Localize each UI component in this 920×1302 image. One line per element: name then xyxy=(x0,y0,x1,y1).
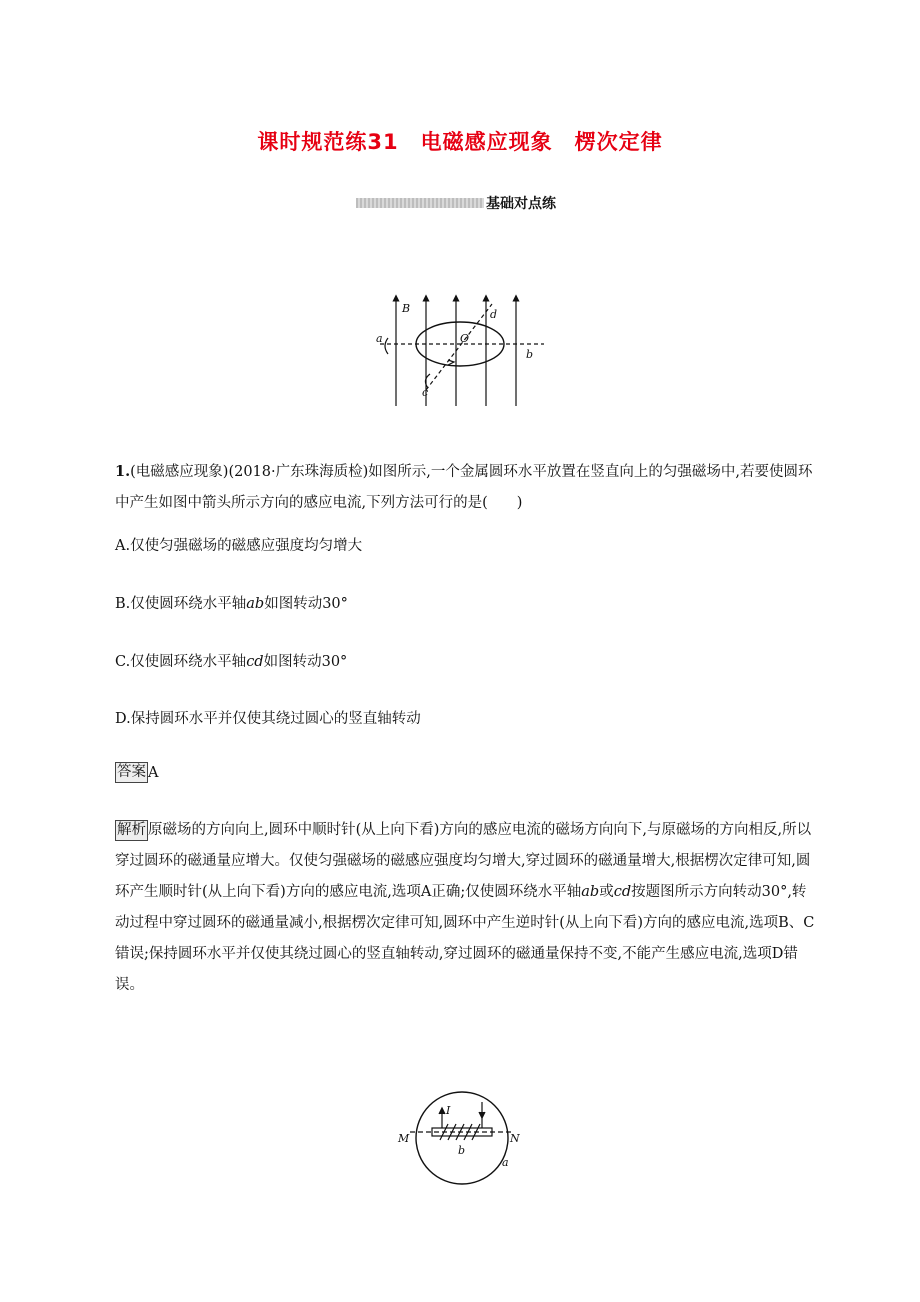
label-B: B xyxy=(402,302,411,315)
option-a: A.仅使匀强磁场的磁感应强度均匀增大 xyxy=(115,538,363,554)
label-N: N xyxy=(510,1132,520,1145)
option-d: D.保持圆环水平并仅使其绕过圆心的竖直轴转动 xyxy=(115,711,421,727)
label-b: b xyxy=(526,348,534,361)
section-bar xyxy=(356,198,484,208)
analysis-block: 解析 原磁场的方向向上,圆环中顺时针(从上向下看)方向的感应电流的磁场方向向下,与原磁场的方向相反,所以穿过圆环的磁通量应增大。仅使匀强磁场的磁感应强度均匀增大,穿过圆环的磁通量增大,根据楞次定律可知,圆环产生顺时针(从上向下看)方向的感应电流,选项A正确;仅使圆环绕水平轴ab或cd按题图所示方向转动30°,转动过程中穿过圆环的磁通量减小,根据楞次定律可知,圆环中产生逆时针(从上向下看)方向的感应电流,选项B、C错误;保持圆环水平并仅使其绕过圆心的竖直轴转动,穿过圆环的磁通量保持不变,不能产生感应电流,选项D错误。 xyxy=(115,822,815,993)
question-text: (电磁感应现象)(2018·广东珠海质检)如图所示,一个金属圆环水平放置在竖直向上的匀强磁场中,若要使圆环中产生如图中箭头所示方向的感应电流,下列方法可行的是( ) xyxy=(115,464,813,511)
label-a: a xyxy=(376,332,383,345)
figure-ring-in-field xyxy=(368,294,552,410)
option-c: C.仅使圆环绕水平轴cd如图转动30° xyxy=(115,654,348,670)
answer-tag: 答案 xyxy=(115,762,148,783)
label-a2: a xyxy=(502,1156,509,1169)
label-M: M xyxy=(398,1132,410,1145)
section-header xyxy=(356,194,556,212)
axis-cd xyxy=(426,304,492,390)
arrow-down xyxy=(479,1112,485,1118)
label-d: d xyxy=(490,308,498,321)
outer-ring xyxy=(416,1092,508,1184)
label-b2: b xyxy=(458,1144,466,1157)
label-O: O xyxy=(460,332,470,345)
analysis-tag: 解析 xyxy=(115,820,148,841)
rotation-arrow-a xyxy=(385,338,388,354)
answer-line xyxy=(115,762,158,783)
option-b: B.仅使圆环绕水平轴ab如图转动30° xyxy=(115,596,348,612)
current-arrow xyxy=(448,360,454,365)
section-label: 基础对点练 xyxy=(486,196,556,212)
question-1 xyxy=(115,456,815,519)
arrow-up xyxy=(439,1108,445,1114)
answer-value: A xyxy=(148,764,159,781)
label-c: c xyxy=(422,386,429,399)
figure-coil-in-ring xyxy=(396,1088,528,1188)
question-number: 1. xyxy=(115,463,131,480)
page-title: 课时规范练31 电磁感应现象 楞次定律 xyxy=(257,130,663,154)
label-I: I xyxy=(446,1104,451,1117)
